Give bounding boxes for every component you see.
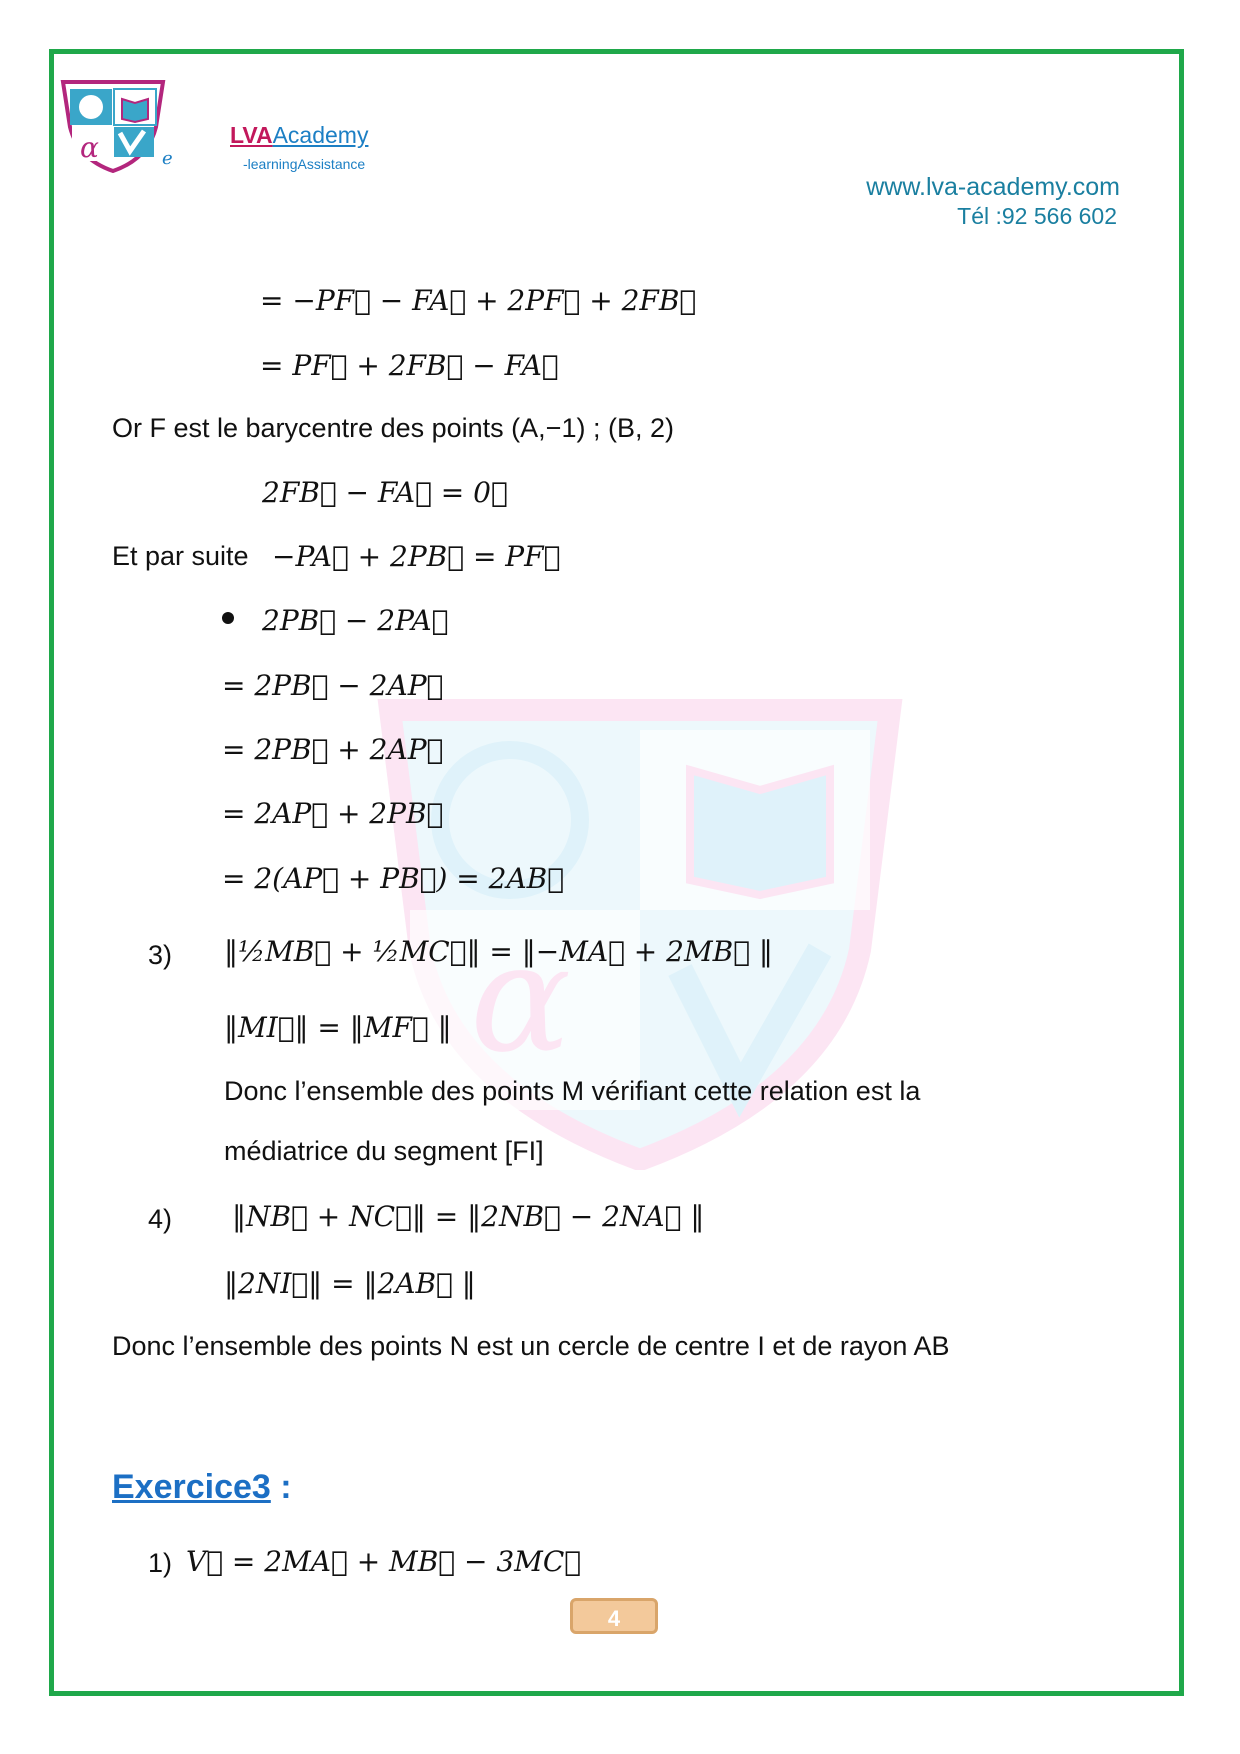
exercise-title-text: Exercice3 — [112, 1468, 271, 1506]
equation-line-9: = 2(AP⃗ + PB⃗) = 2AB⃗ — [222, 862, 565, 895]
page-number-badge: 4 — [570, 1598, 658, 1634]
equation-line-13: ‖2NI⃗‖ = ‖2AB⃗ ‖ — [224, 1267, 476, 1300]
equation-line-4: −PA⃗ + 2PB⃗ = PF⃗ — [272, 540, 561, 573]
exercise-title — [112, 1468, 292, 1507]
equation-line-1: = −PF⃗ − FA⃗ + 2PF⃗ + 2FB⃗ — [260, 284, 697, 317]
equation-line-8: = 2AP⃗ + 2PB⃗ — [222, 797, 444, 830]
svg-text:α: α — [80, 131, 99, 164]
equation-line-12: ‖NB⃗ + NC⃗‖ = ‖2NB⃗ − 2NA⃗ ‖ — [232, 1200, 705, 1233]
brand-subtitle: -learningAssistance — [243, 156, 366, 172]
text-donc-line-2: médiatrice du segment [FI] — [224, 1136, 544, 1166]
brand-e-letter: e — [162, 148, 173, 169]
item-number-3: 3) — [148, 940, 173, 970]
equation-line-6: = 2PB⃗ − 2AP⃗ — [222, 669, 444, 702]
brand-name — [230, 122, 368, 149]
equation-line-11: ‖MI⃗‖ = ‖MF⃗ ‖ — [224, 1011, 452, 1044]
equation-line-3: 2FB⃗ − FA⃗ = 0⃗ — [262, 476, 508, 509]
brand-lva: LVA — [230, 122, 273, 148]
website-url: www.lva-academy.com — [866, 173, 1120, 201]
brand-academy: Academy — [272, 122, 369, 148]
text-barycentre: Or F est le barycentre des points (A,−1) ; (B, 2) — [112, 413, 674, 443]
equation-line-10: ‖½MB⃗ + ½MC⃗‖ = ‖−MA⃗ + 2MB⃗ ‖ — [224, 935, 773, 968]
text-et-par-suite: Et par suite — [112, 541, 249, 571]
exercise-equation-1: V⃗ = 2MA⃗ + MB⃗ − 3MC⃗ — [186, 1545, 582, 1578]
equation-line-2: = PF⃗ + 2FB⃗ − FA⃗ — [260, 349, 559, 382]
exercise-title-colon: : — [270, 1468, 292, 1506]
phone-number: Tél :92 566 602 — [957, 203, 1117, 229]
svg-text:α: α — [470, 912, 572, 1086]
text-donc-line-1: Donc l’ensemble des points M vérifiant cette relation est la — [224, 1076, 921, 1106]
item-number-4: 4) — [148, 1204, 173, 1234]
bullet-point — [222, 612, 234, 624]
equation-line-7: = 2PB⃗ + 2AP⃗ — [222, 733, 444, 766]
exercise-item-number-1: 1) — [148, 1548, 173, 1578]
academy-logo — [58, 77, 168, 173]
text-donc-cercle: Donc l’ensemble des points N est un cercle de centre I et de rayon AB — [112, 1331, 950, 1361]
equation-line-5: 2PB⃗ − 2PA⃗ — [262, 604, 449, 637]
